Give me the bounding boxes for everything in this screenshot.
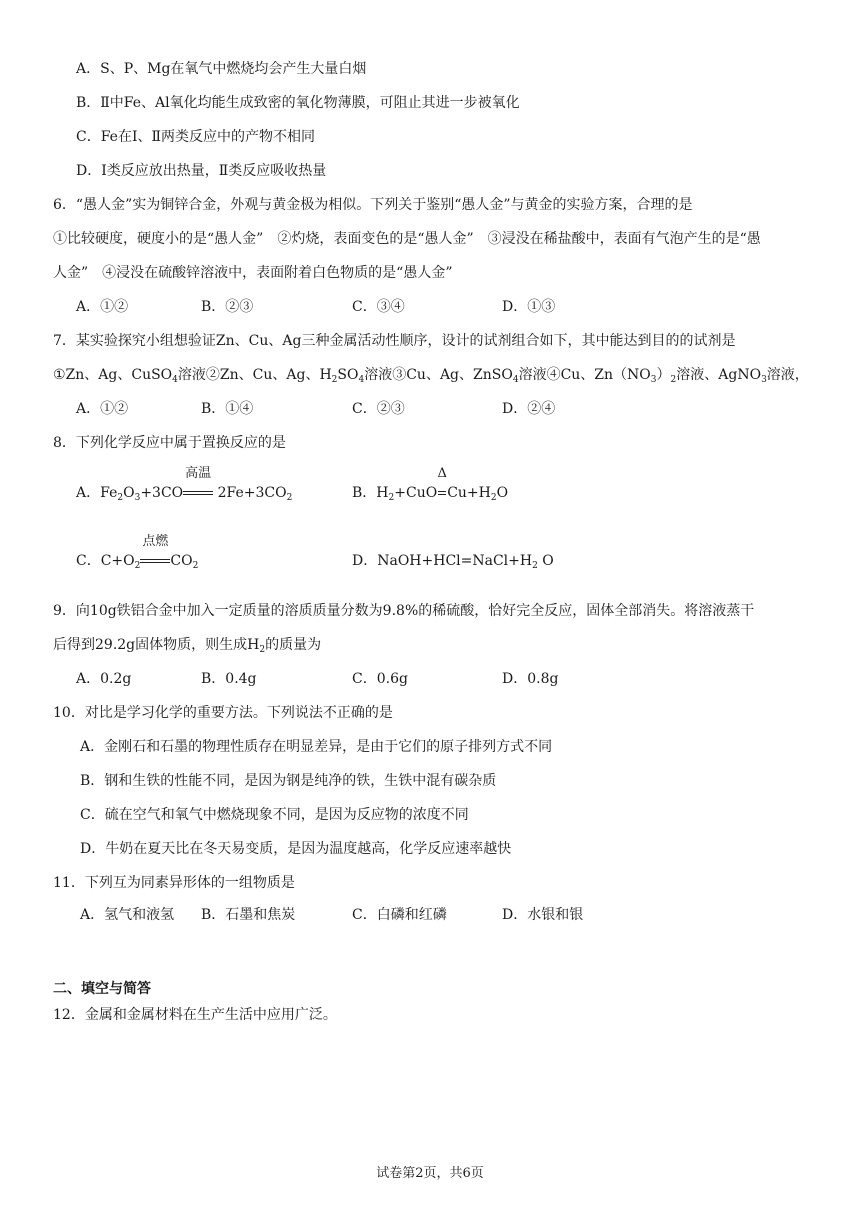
q11-option-b: B．石墨和焦炭 [201,907,296,923]
q8-option-c [76,534,199,576]
formula-text: NaOH+HCl=NaCl+H [377,553,533,569]
formula-text: C+O [100,553,135,569]
subscript: 2 [117,493,124,503]
subscript: 2 [192,561,199,571]
q7-reagent-text: 溶液②Zn、Cu、Ag、H [177,367,332,383]
reaction-condition [183,466,213,503]
q6-stem: 6．“愚人金”实为铜锌合金，外观与黄金极为相似。下列关于鉴别“愚人金”与黄金的实验方案，合理的是 [53,197,693,213]
formula-text: O [537,553,554,569]
subscript: 2 [388,493,395,503]
q7-reagent-text: 溶液、AgNO [676,367,762,383]
q7-reagents [53,365,809,390]
formula-text: CO [170,553,193,569]
q7-option-d: D．②④ [502,401,556,417]
subscript: 2 [670,375,677,385]
q6-line2: ①比较硬度，硬度小的是“愚人金” ②灼烧，表面变色的是“愚人金” ③浸没在稀盐酸中，表面有气泡产生的是“愚 [53,231,761,247]
subscript: 2 [490,493,497,503]
subscript: 3 [650,375,657,385]
subscript: 4 [172,375,178,385]
section-heading: 二、填空与简答 [53,981,151,997]
page-footer: 试卷第2页，共6页 [376,1166,484,1181]
formula-text: O [123,485,135,501]
condition-text: Δ [437,466,447,481]
q9-option-a: A．0.2g [76,671,132,687]
q7-reagent-text: ） [656,367,671,383]
option-label: A． [76,485,101,501]
q7-reagent-text: 溶液③Cu、Ag、ZnSO [364,367,513,383]
q9-text: 后得到29.2g固体物质，则生成H [53,637,260,653]
formula-text: +3CO [140,485,184,501]
reaction-condition [140,534,170,571]
q7-option-c: C．②③ [352,401,405,417]
double-arrow-bar [140,559,170,563]
q11-option-d: D．水银和银 [502,907,584,923]
q8-stem: 8．下列化学反应中属于置换反应的是 [53,435,286,451]
formula-text: O [496,485,509,501]
q5-option-a: A．S、P、Mg在氧气中燃烧均会产生大量白烟 [76,61,367,77]
q11-stem: 11．下列互为同素异形体的一组物质是 [53,875,295,891]
q10-option-a: A．金刚石和石墨的物理性质存在明显差异，是由于它们的原子排列方式不同 [80,739,553,755]
condition-text: 高温 [185,466,212,481]
q12-stem: 12．金属和金属材料在生产生活中应用广泛。 [53,1007,337,1023]
q9-option-b: B．0.4g [201,671,257,687]
q5-option-c: C．Fe在I、Ⅱ两类反应中的产物不相同 [76,129,315,145]
option-label: B． [352,485,377,501]
subscript: 2 [259,645,266,655]
subscript: 3 [134,493,141,503]
q9-option-c: C．0.6g [352,671,408,687]
q6-option-b: B．②③ [201,299,254,315]
q7-reagent-text: 溶液， [766,367,809,383]
q10-option-b: B．钢和生铁的性能不同，是因为钢是纯净的铁，生铁中混有碳杂质 [80,773,497,789]
q6-option-c: C．③④ [352,299,405,315]
q9-text: 的质量为 [265,637,322,653]
q11-option-c: C．白磷和红磷 [352,907,447,923]
condition-text: 点燃 [142,534,169,549]
subscript: 3 [761,375,767,385]
q5-option-b: B．Ⅱ中Fe、Al氧化均能生成致密的氧化物薄膜，可阻止其进一步被氧化 [76,95,520,111]
q6-line3: 人金” ④浸没在硫酸锌溶液中，表面附着白色物质的是“愚人金” [53,265,453,281]
double-arrow-bar [438,491,446,495]
q8-option-a [76,466,293,508]
subscript: 2 [331,375,338,385]
option-label: D． [352,553,378,569]
subscript: 2 [532,561,538,571]
q11-option-a: A．氢气和液氢 [80,907,175,923]
option-label: C． [76,553,101,569]
subscript: 4 [358,375,365,385]
q7-stem: 7．某实验探究小组想验证Zn、Cu、Ag三种金属活动性顺序，设计的试剂组合如下，其中能达到目的的试剂是 [53,333,736,349]
q5-option-d: D．I类反应放出热量，Ⅱ类反应吸收热量 [76,163,327,179]
q8-option-b [352,466,509,508]
q7-reagent-text: SO [337,367,359,383]
q9-stem: 9．向10g铁铝合金中加入一定质量的溶质质量分数为9.8%的稀硫酸，恰好完全反应，固体全部消失。将溶液蒸干 [53,603,755,619]
q10-option-c: C．硫在空气和氧气中燃烧现象不同，是因为反应物的浓度不同 [80,807,469,823]
q10-option-d: D．牛奶在夏天比在冬天易变质，是因为温度越高，化学反应速率越快 [80,841,512,857]
subscript: 4 [512,375,519,385]
reaction-condition [437,466,447,503]
double-arrow-bar [183,491,213,495]
formula-text: Fe [100,485,118,501]
formula-text: Cu+H [447,485,491,501]
q6-option-d: D．①③ [502,299,556,315]
q9-line2 [53,635,321,660]
formula-text: 2Fe+3CO [217,485,287,501]
q9-option-d: D．0.8g [502,671,559,687]
q8-option-d [352,551,554,576]
q7-reagent-text: ①Zn、Ag、CuSO [53,367,173,383]
subscript: 2 [286,493,293,503]
formula-text: +CuO [394,485,438,501]
q7-option-b: B．①④ [201,401,254,417]
q10-stem: 10．对比是学习化学的重要方法。下列说法不正确的是 [53,705,393,721]
q7-option-a: A．①② [76,401,129,417]
formula-text: H [376,485,389,501]
q7-reagent-text: 溶液④Cu、Zn（NO [518,367,651,383]
q6-option-a: A．①② [76,299,129,315]
subscript: 2 [134,561,141,571]
